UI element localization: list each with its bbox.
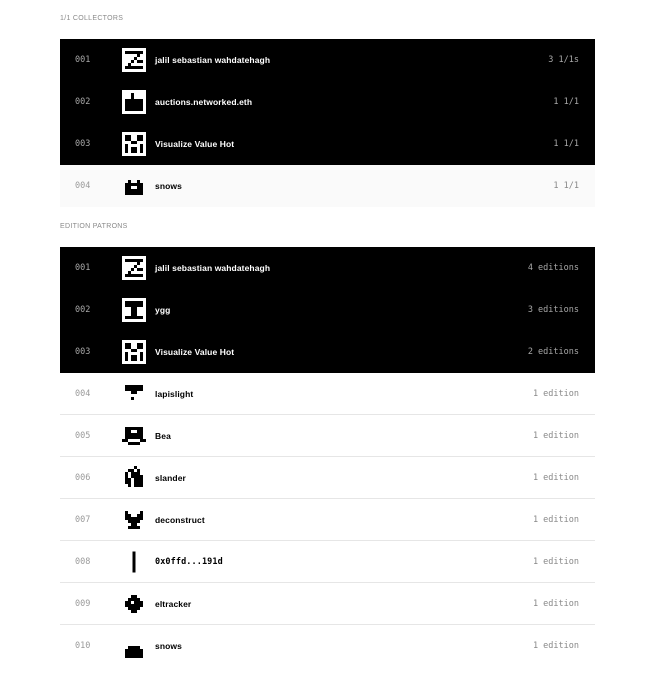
rank: 005 xyxy=(75,430,91,441)
patron-row[interactable] xyxy=(60,289,595,331)
patron-count: 2 editions xyxy=(527,346,579,357)
rank: 003 xyxy=(75,346,91,357)
snow-block-icon xyxy=(122,174,146,198)
patron-row[interactable] xyxy=(60,373,595,415)
crown-glyph-icon xyxy=(122,508,146,532)
patrons-list xyxy=(60,247,595,667)
patron-count: 4 editions xyxy=(527,263,579,273)
patron-row[interactable] xyxy=(60,583,595,625)
rank: 004 xyxy=(75,181,91,191)
collector-count: 1 1/1 xyxy=(553,97,579,107)
collector-name[interactable]: Visualize Value Hot xyxy=(155,139,235,149)
scatter-glyph-icon xyxy=(122,466,146,490)
patron-name[interactable]: Bea xyxy=(155,430,171,441)
patron-row[interactable] xyxy=(60,331,595,373)
patron-count: 1 edition xyxy=(532,598,579,609)
collector-row[interactable] xyxy=(60,81,595,123)
collector-row[interactable] xyxy=(60,123,595,165)
collector-count: 1 1/1 xyxy=(553,139,579,149)
patron-name[interactable]: slander xyxy=(155,472,186,483)
collectors-list xyxy=(60,39,595,207)
patron-row[interactable] xyxy=(60,457,595,499)
rank: 006 xyxy=(75,472,91,483)
patron-count: 3 editions xyxy=(527,305,579,315)
rank: 001 xyxy=(75,263,91,273)
patron-count: 1 edition xyxy=(532,641,579,651)
patron-name[interactable]: jalil sebastian wahdatehagh xyxy=(155,263,271,273)
patron-row[interactable] xyxy=(60,415,595,457)
rank: 010 xyxy=(75,641,91,651)
patron-name[interactable]: 0x0ffd...191d xyxy=(155,556,223,567)
rank: 007 xyxy=(75,514,91,525)
patron-name[interactable]: eltracker xyxy=(155,598,192,609)
section-label-patrons: EDITION PATRONS xyxy=(60,223,128,230)
t-block-icon xyxy=(122,90,146,114)
patron-name[interactable]: lapislight xyxy=(155,388,194,399)
patron-count: 1 edition xyxy=(532,388,579,399)
dotted-face-icon xyxy=(122,340,146,364)
z-block-icon xyxy=(122,256,146,280)
rank: 001 xyxy=(75,55,91,65)
patron-count: 1 edition xyxy=(532,430,579,441)
bar-glyph-icon xyxy=(122,550,146,574)
collector-count: 1 1/1 xyxy=(553,181,579,191)
rank: 002 xyxy=(75,305,91,315)
collector-row[interactable] xyxy=(60,39,595,81)
collector-name[interactable]: snows xyxy=(155,181,182,191)
rank: 002 xyxy=(75,97,91,107)
patron-name[interactable]: Visualize Value Hot xyxy=(155,346,235,357)
tee-glyph-icon xyxy=(122,382,146,406)
rank: 009 xyxy=(75,598,91,609)
z-block-icon xyxy=(122,48,146,72)
patron-row[interactable] xyxy=(60,541,595,583)
patron-name[interactable]: ygg xyxy=(155,305,171,315)
pot-glyph-icon xyxy=(122,592,146,616)
robot-glyph-icon xyxy=(122,424,146,448)
collector-count: 3 1/1s xyxy=(548,55,579,65)
rank: 003 xyxy=(75,139,91,149)
patron-name[interactable]: snows xyxy=(155,641,182,651)
patron-row[interactable] xyxy=(60,499,595,541)
arch-glyph-icon xyxy=(122,634,146,658)
patron-row[interactable] xyxy=(60,625,595,667)
collector-name[interactable]: auctions.networked.eth xyxy=(155,97,253,107)
patron-count: 1 edition xyxy=(532,514,579,525)
dotted-face-icon xyxy=(122,132,146,156)
collector-row[interactable] xyxy=(60,165,595,207)
patron-name[interactable]: deconstruct xyxy=(155,514,205,525)
patron-count: 1 edition xyxy=(532,472,579,483)
section-label-collectors: 1/1 COLLECTORS xyxy=(60,15,124,22)
patron-count: 1 edition xyxy=(532,556,579,567)
rank: 008 xyxy=(75,556,91,567)
i-block-icon xyxy=(122,298,146,322)
collector-name[interactable]: jalil sebastian wahdatehagh xyxy=(155,55,271,65)
rank: 004 xyxy=(75,388,91,399)
patron-row[interactable] xyxy=(60,247,595,289)
